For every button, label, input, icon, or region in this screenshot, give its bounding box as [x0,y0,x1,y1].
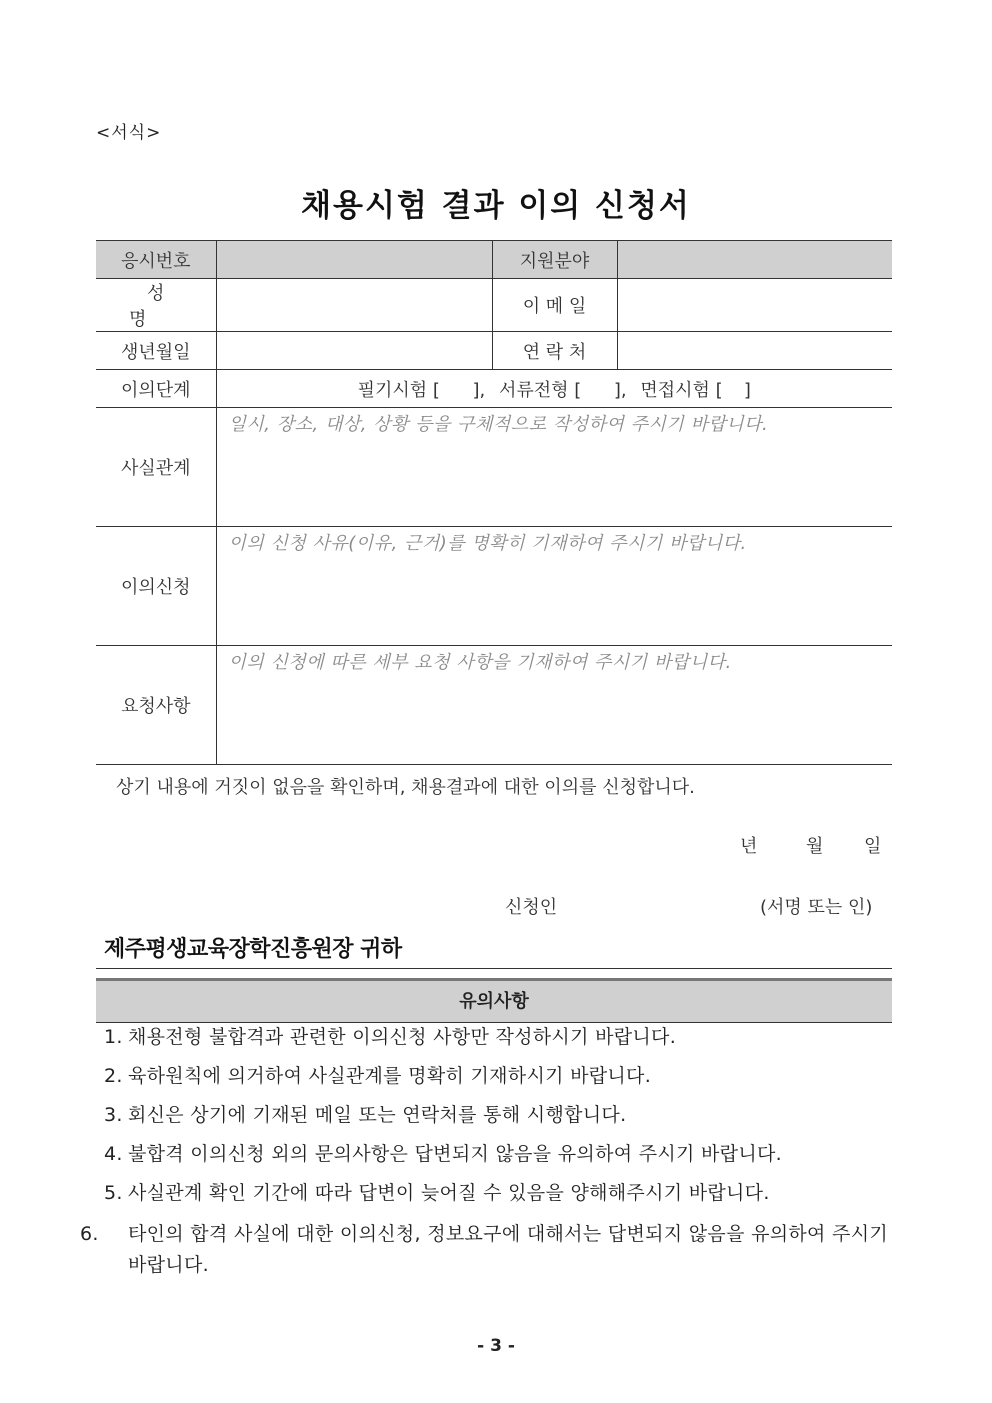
name-row [96,279,892,332]
date-year: 년 [740,836,758,857]
signature-note: (서명 또는 인) [760,897,873,918]
applicant-label: 신청인 [505,897,558,918]
facts-field[interactable] [216,408,892,527]
birthdate-row [96,332,892,370]
email-label: 이 메 일 [492,279,617,332]
birthdate-label: 생년월일 [96,332,216,370]
applied-field-label: 지원분야 [492,241,617,279]
interview-option[interactable]: 면접시험 [ ] [640,379,751,401]
request-field[interactable] [216,646,892,765]
objection-hint: 이의 신청 사유(이유, 근거)를 명확히 기재하여 주시기 바랍니다. [228,533,747,554]
request-row [96,646,892,765]
date-month: 월 [806,836,824,857]
objection-row [96,527,892,646]
form-tag: <서식> [96,123,162,143]
facts-label: 사실관계 [96,408,216,527]
contact-label: 연 락 처 [492,332,617,370]
facts-row [96,408,892,527]
application-form-table [96,240,892,765]
addressee: 제주평생교육장학진흥원장 귀하 [104,937,402,962]
exam-number-row [96,241,892,279]
stage-options [216,370,892,408]
note-item: 3. 회신은 상기에 기재된 메일 또는 연락처를 통해 시행합니다. [104,1104,627,1126]
notes-heading: 유의사항 [96,978,892,1023]
document-title: 채용시험 결과 이의 신청서 [301,188,691,224]
stage-label: 이의단계 [96,370,216,408]
request-label: 요청사항 [96,646,216,765]
name-field[interactable] [216,279,492,332]
birthdate-field[interactable] [216,332,492,370]
declaration-text: 상기 내용에 거짓이 없음을 확인하며, 채용결과에 대한 이의를 신청합니다. [116,777,695,798]
document-screening-option[interactable]: 서류전형 [ ], [499,379,627,401]
facts-hint: 일시, 장소, 대상, 상황 등을 구체적으로 작성하여 주시기 바랍니다. [228,414,769,435]
note-item: 1. 채용전형 불합격과 관련한 이의신청 사항만 작성하시기 바랍니다. [104,1026,677,1048]
objection-field[interactable] [216,527,892,646]
email-field[interactable] [617,279,892,332]
contact-field[interactable] [617,332,892,370]
date-line [740,832,881,858]
note-item: 4. 불합격 이의신청 외의 문의사항은 답변되지 않음을 유의하여 주시기 바랍니다. [104,1143,782,1165]
written-exam-option[interactable]: 필기시험 [ ], [357,379,486,401]
stage-row [96,370,892,408]
page-number: - 3 - [477,1336,515,1356]
exam-number-field[interactable] [216,241,492,279]
date-day: 일 [864,836,882,857]
divider [96,968,892,969]
note-item: 6. 타인의 합격 사실에 대한 이의신청, 정보요구에 대해서는 답변되지 않음을 유의하여 주시기 바랍니다. [80,1223,888,1276]
note-item: 2. 육하원칙에 의거하여 사실관계를 명확히 기재하시기 바랍니다. [104,1065,652,1087]
note-item: 5. 사실관계 확인 기간에 따라 답변이 늦어질 수 있음을 양해해주시기 바랍니다. [104,1182,770,1204]
notes-list [80,1024,888,1294]
exam-number-label: 응시번호 [96,241,216,279]
applied-field-field[interactable] [617,241,892,279]
objection-label: 이의신청 [96,527,216,646]
name-label: 성 명 [96,279,216,332]
request-hint: 이의 신청에 따른 세부 요청 사항을 기재하여 주시기 바랍니다. [228,652,732,673]
